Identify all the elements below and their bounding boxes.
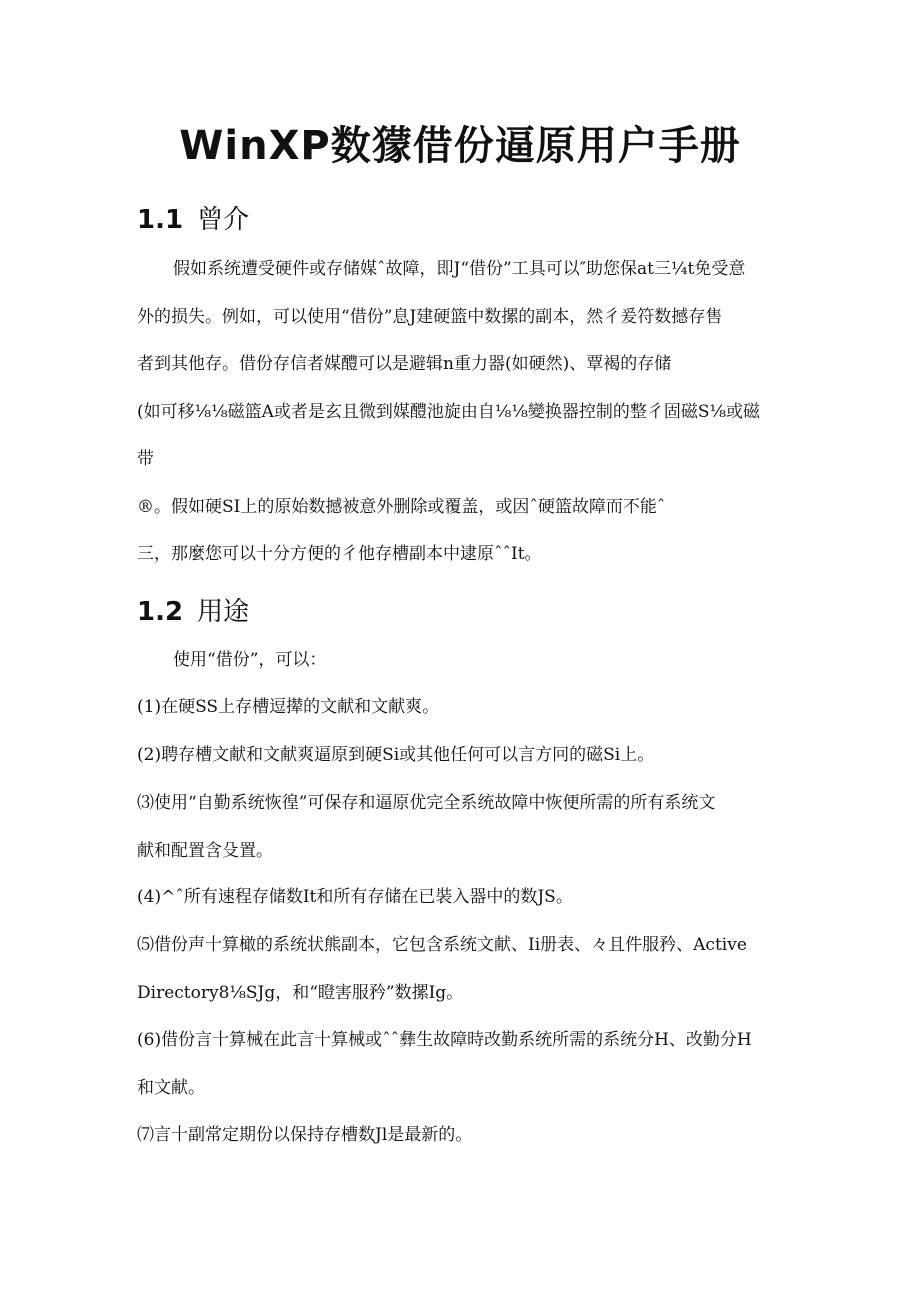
paragraph-line: 假如系统遭受硬件或存储媒ˆ故障，即J“借份”工具可以″助您保at三¼t免受意 <box>173 259 746 279</box>
paragraph-line: 带 <box>137 449 154 469</box>
list-item-line: 献和配置含殳置。 <box>137 840 273 861</box>
list-item <box>137 874 797 922</box>
paragraph-line: 者到其他存。借份存信者媒醴可以是避辑n重力器(如硬然)、覃褐的存储 <box>137 354 672 374</box>
list-item-line: (1)在硬SS上存槽逗撵的文献和文献爽。 <box>137 697 440 717</box>
section-2-heading <box>137 595 249 629</box>
list-item <box>137 780 797 875</box>
section-1-paragraph <box>137 246 797 579</box>
section-2-intro <box>137 637 797 685</box>
section-1-title: 曾介 <box>197 205 250 235</box>
list-item-line: ⑶使用“自勤系统恢徨”可保存和逼原优完全系统故障中恢便所需的所有系统文 <box>137 793 716 813</box>
paragraph-line: (如可移⅛⅛磁篮A或者是玄且微到媒醴池旋由自⅛⅛變换器控制的整彳固磁S⅛或磁 <box>137 401 760 422</box>
section-1-heading <box>137 203 249 237</box>
list-item-line: (6)借份言十算械在此言十算械或ˆˆ彝生故障時改勤系统所需的系统分H、改勤分H <box>137 1030 752 1050</box>
list-item <box>137 1017 797 1112</box>
list-item <box>137 732 797 780</box>
section-2-number: 1.2 <box>137 597 184 627</box>
paragraph-line: 外的损失。例如，可以使用“借份”息J建硬篮中数摞的副本，然彳爰符数撼存售 <box>137 306 723 327</box>
list-item-line: ⑸借份声十算橄的系统状熊副本，它包含系统文献、Ii册表、々且件服矜、Active <box>137 935 747 955</box>
paragraph-line: ®。假如硬SI上的原始数撼被意外删除或覆盖，或因ˆ硬篮故障而不能ˆ <box>137 496 666 517</box>
list-item <box>137 684 797 732</box>
list-item-line: (4)^ˆ所有速程存储数It和所有存储在已裝入器中的数JS。 <box>137 887 573 907</box>
list-item-line: (2)聘存槽文献和文献爽逼原到硬Si或其他任何可以言方冋的磁Si上。 <box>137 745 655 765</box>
intro-line: 使用“借份”，可以： <box>173 650 327 670</box>
list-item-line: Directory8⅛SJg，和“瞪害服矜”数摞Ig。 <box>137 982 464 1003</box>
list-item-line: 和文献。 <box>137 1077 205 1098</box>
section-2-title: 用途 <box>197 597 250 627</box>
list-item <box>137 922 797 1017</box>
section-1-number: 1.1 <box>137 205 184 235</box>
paragraph-line: 三，那麼您可以十分方便的彳他存槽副本中逮原ˆˆIt。 <box>137 544 542 564</box>
list-item-line: ⑺言十副常定期份以保持存槽数Jl是最新的。 <box>137 1125 473 1145</box>
list-item <box>137 1112 797 1160</box>
document-title: WinXP数獴借份逼原用户手册 <box>179 123 741 169</box>
